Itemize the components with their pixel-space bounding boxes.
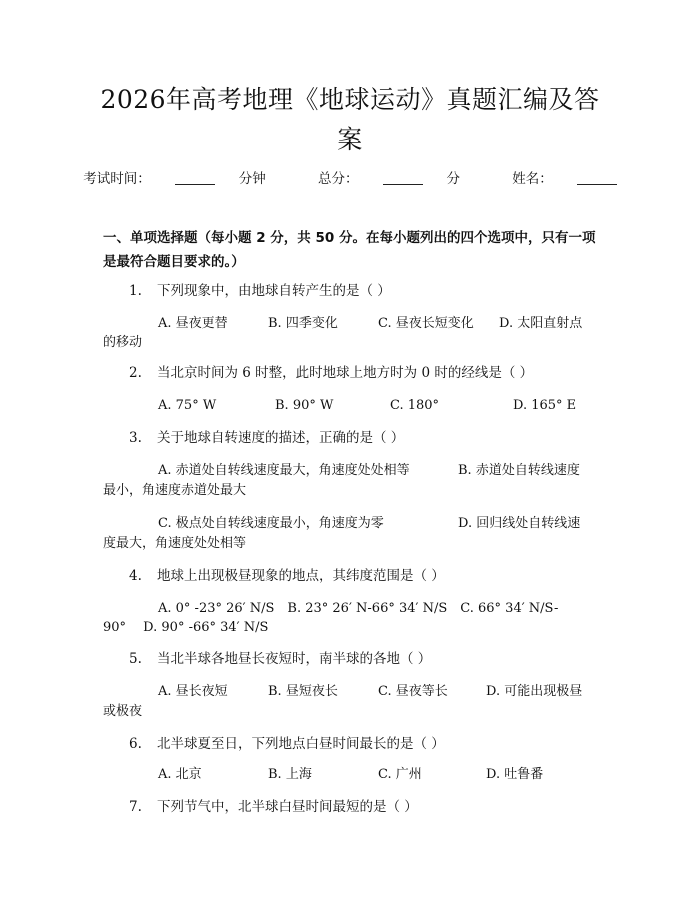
option-b[interactable]: B. 上海	[268, 767, 312, 782]
section-heading: 一、单项选择题（每小题 2 分，共 50 分。在每小题列出的四个选项中，只有一项是最符合题目要求的。）	[103, 230, 596, 270]
question-number: 4.	[129, 568, 142, 584]
score-blank[interactable]	[383, 172, 423, 185]
name-label: 姓名：	[512, 171, 553, 187]
question-text: 当北半球各地昼长夜短时，南半球的各地（ ）	[157, 651, 432, 667]
question-1-options	[103, 313, 603, 335]
option-d[interactable]: D. 吐鲁番	[486, 767, 544, 782]
option-d[interactable]: D. 回归线处自转线速	[458, 516, 581, 531]
exam-name	[500, 167, 629, 187]
option-c[interactable]: C. 昼夜长短变化	[378, 316, 474, 331]
option-b[interactable]: B. 90° W	[275, 398, 334, 413]
question-4-options-continued[interactable]: 90° D. 90° -66° 34′ N/S	[103, 620, 269, 635]
question-3-options-ab	[103, 460, 603, 482]
exam-score	[306, 167, 472, 187]
question-number: 2.	[129, 365, 142, 381]
time-label: 考试时间：	[83, 171, 151, 187]
question-text: 下列节气中，北半球白昼时间最短的是（ ）	[157, 799, 418, 815]
score-label: 总分：	[318, 171, 359, 187]
question-3-options-cd	[103, 513, 603, 535]
option-d-continued: 的移动	[103, 335, 143, 350]
score-unit: 分	[446, 171, 460, 187]
question-3	[129, 427, 404, 449]
question-number: 6.	[129, 736, 142, 752]
option-b[interactable]: B. 四季变化	[268, 316, 338, 331]
question-number: 1.	[129, 283, 142, 299]
question-text: 地球上出现极昼现象的地点，其纬度范围是（ ）	[157, 568, 445, 584]
option-c[interactable]: C. 昼夜等长	[378, 684, 448, 699]
option-d-continued: 度最大，角速度处处相等	[103, 536, 247, 551]
question-text: 关于地球自转速度的描述，正确的是（ ）	[157, 430, 405, 446]
question-number: 3.	[129, 430, 142, 446]
name-blank[interactable]	[577, 172, 617, 185]
option-d-continued: 或极夜	[103, 704, 143, 719]
option-d[interactable]: D. 可能出现极昼	[486, 684, 583, 699]
question-4	[129, 565, 445, 587]
option-a[interactable]: A. 昼夜更替	[158, 316, 228, 331]
question-6	[129, 733, 445, 755]
question-text: 北半球夏至日，下列地点白昼时间最长的是（ ）	[157, 736, 445, 752]
option-b[interactable]: B. 昼短夜长	[268, 684, 338, 699]
option-d[interactable]: D. 太阳直射点	[499, 316, 583, 331]
time-unit: 分钟	[238, 171, 266, 187]
option-a[interactable]: A. 75° W	[158, 398, 217, 413]
page-title: 2026年高考地理《地球运动》真题汇编及答案	[100, 85, 600, 154]
question-5	[129, 648, 431, 670]
question-4-options[interactable]: A. 0° -23° 26′ N/S B. 23° 26′ N-66° 34′ N/S C. 66° 34′ N/S-	[158, 601, 559, 616]
option-c[interactable]: C. 广州	[378, 767, 422, 782]
option-c[interactable]: C. 180°	[390, 398, 440, 413]
question-6-options	[103, 764, 603, 786]
question-text: 下列现象中，由地球自转产生的是（ ）	[157, 283, 391, 299]
question-5-options	[103, 681, 603, 703]
option-d[interactable]: D. 165° E	[513, 398, 577, 413]
exam-time	[71, 167, 278, 187]
option-a[interactable]: A. 北京	[158, 767, 202, 782]
question-7	[129, 796, 418, 818]
time-blank[interactable]	[175, 172, 215, 185]
option-c[interactable]: C. 极点处自转线速度最小，角速度为零	[158, 516, 384, 531]
question-number: 5.	[129, 651, 142, 667]
question-number: 7.	[129, 799, 142, 815]
option-a[interactable]: A. 赤道处自转线速度最大，角速度处处相等	[158, 463, 410, 478]
option-a[interactable]: A. 昼长夜短	[158, 684, 228, 699]
question-2-options	[103, 395, 603, 417]
question-text: 当北京时间为 6 时整，此时地球上地方时为 0 时的经线是（ ）	[157, 365, 534, 381]
option-b-continued: 最小，角速度赤道处最大	[103, 483, 247, 498]
option-b[interactable]: B. 赤道处自转线速度	[458, 463, 580, 478]
exam-meta	[0, 167, 700, 187]
question-2	[129, 362, 533, 384]
question-1	[129, 280, 391, 302]
